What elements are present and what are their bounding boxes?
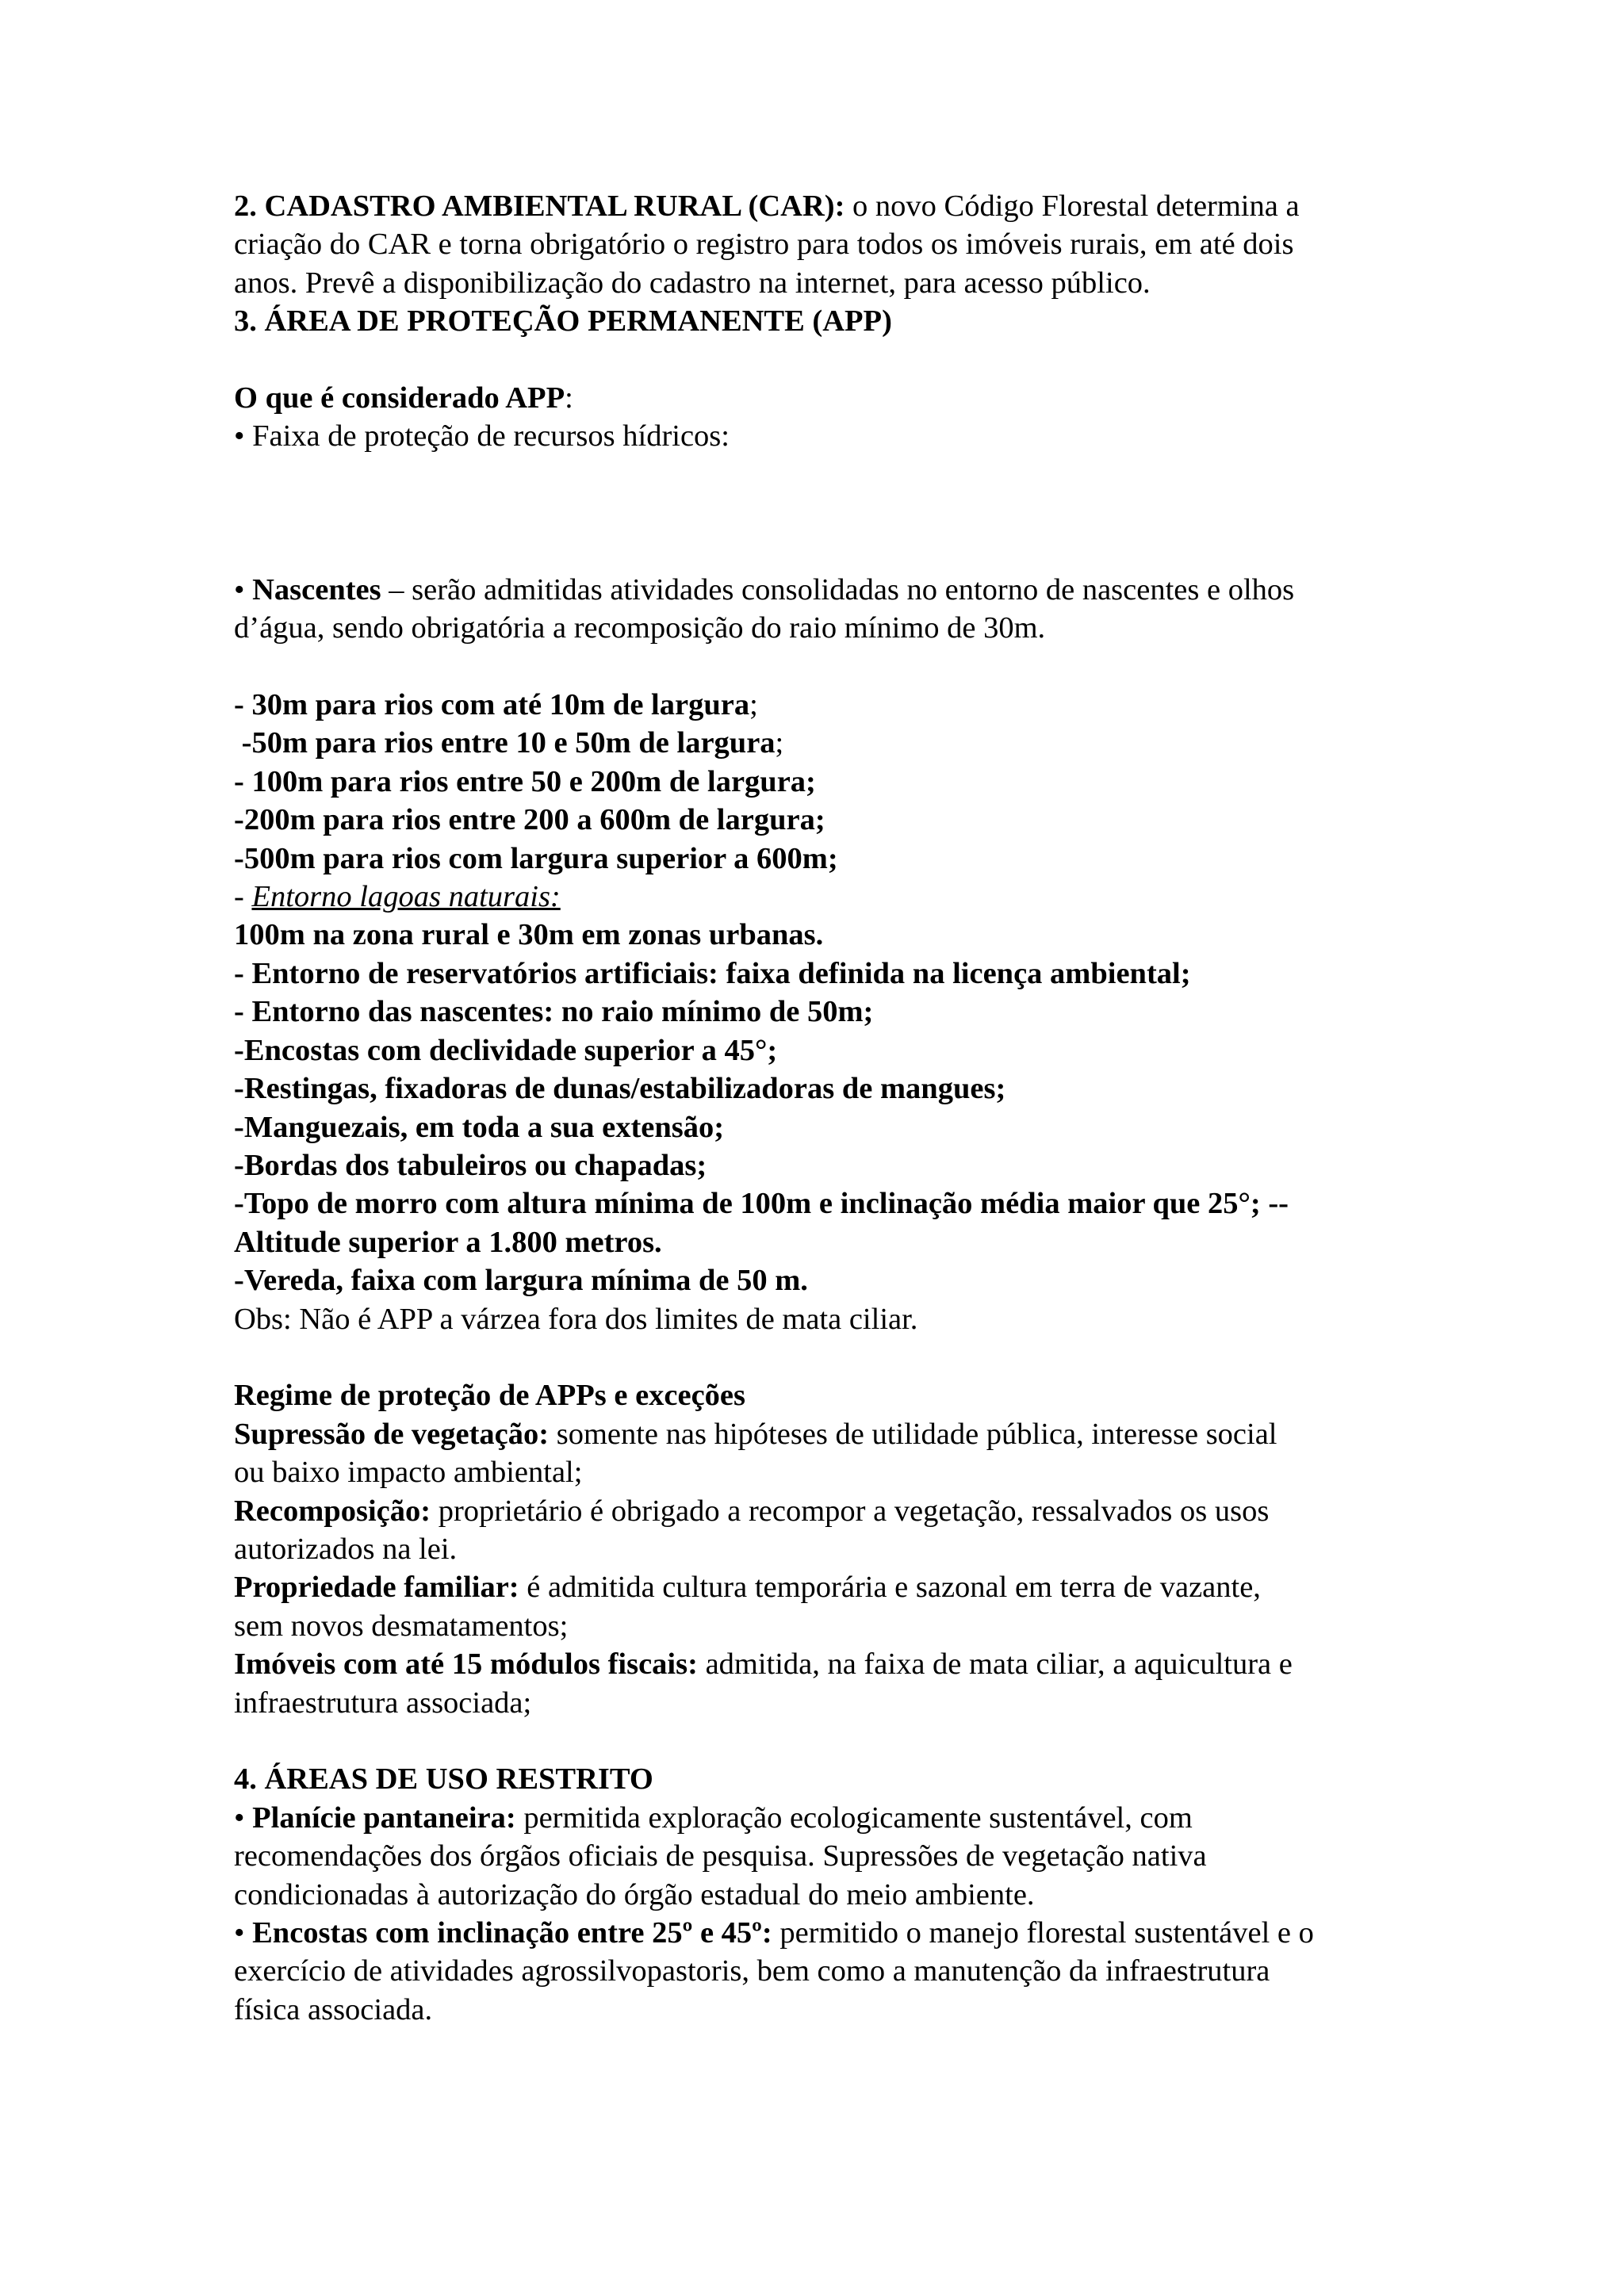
app-item: -Topo de morro com altura mínima de 100m e inclinação média maior que 25°; -- (234, 1187, 1289, 1221)
app-question: O que é considerado APP: (234, 381, 573, 415)
app-item: -Vereda, faixa com largura mínima de 50 m. (234, 1264, 808, 1298)
planicie-line2: recomendações dos órgãos oficiais de pesquisa. Supressões de vegetação nativa (234, 1839, 1207, 1873)
section2-line2: criação do CAR e torna obrigatório o registro para todos os imóveis rurais, em até dois (234, 228, 1294, 262)
spacer (234, 1338, 1408, 1376)
app-item: - Entorno das nascentes: no raio mínimo de 50m; (234, 995, 874, 1029)
nascentes-label: Nascentes (252, 572, 381, 607)
section2-title: 2. CADASTRO AMBIENTAL RURAL (CAR): (234, 189, 845, 223)
spacer (234, 456, 1408, 571)
nascentes-line2: d’água, sendo obrigatória a recomposição do raio mínimo de 30m. (234, 611, 1046, 645)
app-item: Altitude superior a 1.800 metros. (234, 1225, 662, 1259)
supressao-line1: Supressão de vegetação: somente nas hipóteses de utilidade pública, interesse social (234, 1417, 1277, 1451)
lagoas-label: Entorno lagoas naturais: (251, 880, 561, 914)
app-item: -Manguezais, em toda a sua extensão; (234, 1110, 725, 1144)
spacer (234, 1722, 1408, 1760)
section4-title: 4. ÁREAS DE USO RESTRITO (234, 1762, 653, 1797)
app-item: 100m na zona rural e 30m em zonas urbanas. (234, 918, 824, 952)
familiar-line2: sem novos desmatamentos; (234, 1609, 569, 1643)
lagoas-line: - Entorno lagoas naturais: (234, 880, 561, 914)
river-item: -200m para rios entre 200 a 600m de largura; (234, 803, 825, 837)
faixa-bullet: • Faixa de proteção de recursos hídricos: (234, 419, 730, 453)
document-body (234, 187, 1408, 2029)
encostas-line1: • Encostas com inclinação entre 25º e 45º: permitido o manejo florestal sustentável e o (234, 1916, 1314, 1950)
app-item: -Bordas dos tabuleiros ou chapadas; (234, 1148, 707, 1182)
planicie-line1: • Planície pantaneira: permitida exploração ecologicamente sustentável, com (234, 1800, 1193, 1835)
section3-title: 3. ÁREA DE PROTEÇÃO PERMANENTE (APP) (234, 304, 892, 339)
spacer (234, 341, 1408, 379)
section2-line3: anos. Prevê a disponibilização do cadastro na internet, para acesso público. (234, 266, 1151, 300)
app-item: -Encostas com declividade superior a 45°; (234, 1033, 778, 1067)
river-item: - 30m para rios com até 10m de largura; (234, 688, 758, 722)
recomposicao-line1: Recomposição: proprietário é obrigado a recompor a vegetação, ressalvados os usos (234, 1494, 1270, 1528)
recomposicao-line2: autorizados na lei. (234, 1532, 458, 1566)
obs-line: Obs: Não é APP a várzea fora dos limites de mata ciliar. (234, 1302, 918, 1336)
app-item: - Entorno de reservatórios artificiais: faixa definida na licença ambiental; (234, 956, 1191, 990)
spacer (234, 648, 1408, 686)
river-item: -500m para rios com largura superior a 600m; (234, 841, 838, 875)
regime-title: Regime de proteção de APPs e exceções (234, 1379, 746, 1413)
section2-line1 (234, 187, 1408, 225)
supressao-line2: ou baixo impacto ambiental; (234, 1456, 583, 1490)
encostas-line2: exercício de atividades agrossilvopastoris, bem como a manutenção da infraestrutura (234, 1954, 1270, 1988)
river-item: - 100m para rios entre 50 e 200m de largura; (234, 764, 816, 798)
imoveis-line2: infraestrutura associada; (234, 1686, 532, 1720)
imoveis-line1: Imóveis com até 15 módulos fiscais: admitida, na faixa de mata ciliar, a aquicultura e (234, 1647, 1293, 1682)
section2-text: o novo Código Florestal determina a (845, 189, 1300, 223)
planicie-line3: condicionadas à autorização do órgão estadual do meio ambiente. (234, 1877, 1035, 1911)
nascentes-line1: • Nascentes – serão admitidas atividades consolidadas no entorno de nascentes e olhos (234, 572, 1295, 607)
river-item: -50m para rios entre 10 e 50m de largura; (234, 726, 784, 760)
app-item: -Restingas, fixadoras de dunas/estabilizadoras de mangues; (234, 1072, 1006, 1106)
encostas-line3: física associada. (234, 1992, 433, 2026)
familiar-line1: Propriedade familiar: é admitida cultura temporária e sazonal em terra de vazante, (234, 1571, 1261, 1605)
